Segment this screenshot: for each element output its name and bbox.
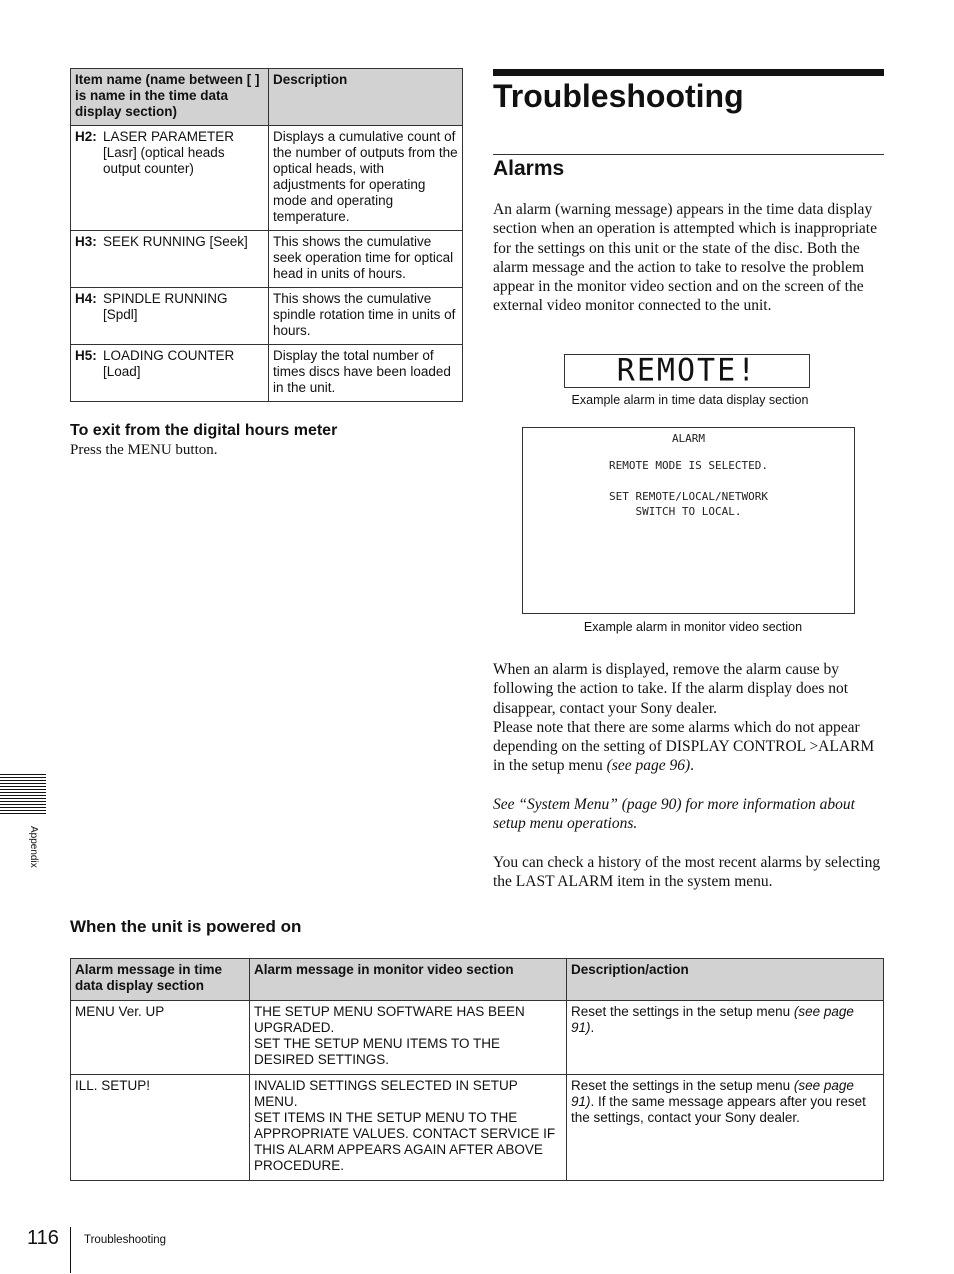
title-bar [493, 69, 884, 76]
action-paragraph: When an alarm is displayed, remove the alarm cause by following the action to take. If the alarm display does not disappear, contact your Sony dealer. Please note that there are some alarms which do not appear depending on the setting of DISPLAY CONTROL >ALARM in the setup menu (see page 96). [493, 661, 875, 775]
caption-time-data: Example alarm in time data display section [571, 393, 809, 407]
item-name: LASER PARAMETER [Lasr] (optical heads output counter) [103, 129, 235, 176]
alarm-time-message: MENU Ver. UP [71, 1001, 250, 1075]
item-name: SPINDLE RUNNING [Spdl] [103, 291, 228, 322]
table-header-row [71, 959, 884, 1001]
alarm-monitor-message: THE SETUP MENU SOFTWARE HAS BEEN UPGRADED. SET THE SETUP MENU ITEMS TO THE DESIRED SETTINGS. [250, 1001, 567, 1075]
table-header-row [71, 69, 463, 126]
section-tab-marker [0, 774, 46, 816]
exit-text: Press the MENU button. [70, 442, 218, 458]
page-reference: (see page 96) [606, 757, 691, 775]
header-action: Description/action [567, 959, 884, 1001]
alarm-monitor-message: INVALID SETTINGS SELECTED IN SETUP MENU. SET ITEMS IN THE SETUP MENU TO THE APPROPRIATE VALUES. CONTACT SERVICE IF THIS ALARM APPEARS AGAIN AFTER ABOVE PROCEDURE. [250, 1075, 567, 1181]
item-code: H2: [75, 129, 97, 144]
item-code: H4: [75, 291, 97, 306]
last-alarm-paragraph: You can check a history of the most recent alarms by selecting the LAST ALARM item in the system menu. [493, 854, 881, 891]
item-description: Display the total number of times discs have been loaded in the unit. [269, 345, 463, 402]
alarm-action: Reset the settings in the setup menu (see page 91). [567, 1001, 884, 1075]
system-menu-note: See “System Menu” (page 90) for more information about setup menu operations. [493, 796, 855, 833]
item-code: H3: [75, 234, 97, 249]
item-name: LOADING COUNTER [Load] [103, 348, 235, 379]
item-code: H5: [75, 348, 97, 363]
note-text: Please note that there are some alarms which do not appear depending on the setting of DISPLAY CONTROL >ALARM in the setup menu [493, 718, 875, 775]
monitor-video-example [522, 427, 855, 614]
alarm-action: Reset the settings in the setup menu (see page 91). If the same message appears after you reset the settings, contact your Sony dealer. [567, 1075, 884, 1181]
remote-alarm-text: REMOTE! [616, 352, 758, 389]
header-description: Description [269, 69, 463, 126]
section-divider [493, 154, 884, 155]
monitor-line: SET REMOTE/LOCAL/NETWORK [609, 490, 768, 503]
header-time-data: Alarm message in time data display section [71, 959, 250, 1001]
table-row [71, 126, 463, 231]
monitor-line: ALARM [671, 432, 706, 445]
header-item-name: Item name (name between [ ] is name in the time data display section) [71, 69, 269, 126]
item-name: SEEK RUNNING [Seek] [103, 234, 248, 249]
table-row [71, 1001, 884, 1075]
table-row [71, 231, 463, 288]
alarm-time-message: ILL. SETUP! [71, 1075, 250, 1181]
intro-paragraph: An alarm (warning message) appears in the time data display section when an operation is attempted which is inappropriate for the settings on this unit or the state of the disc. Both the alarm message and the action to take to resolve the problem appear in the monitor video section and on the screen of the external video monitor connected to the unit. [493, 201, 877, 315]
header-monitor: Alarm message in monitor video section [250, 959, 567, 1001]
exit-heading: To exit from the digital hours meter [70, 422, 338, 439]
monitor-line: SWITCH TO LOCAL. [635, 505, 742, 518]
action-text: When an alarm is displayed, remove the alarm cause by following the action to take. If the alarm display does not disappear, contact your Sony dealer. [493, 661, 849, 717]
monitor-line: REMOTE MODE IS SELECTED. [609, 459, 768, 472]
caption-monitor: Example alarm in monitor video section [583, 620, 803, 634]
item-description: This shows the cumulative seek operation time for optical head in units of hours. [269, 231, 463, 288]
footer-section-label: Troubleshooting [84, 1234, 167, 1246]
item-description: Displays a cumulative count of the number of outputs from the optical heads, with adjustments for operating mode and operating temperature. [269, 126, 463, 231]
hours-meter-table [70, 68, 463, 402]
table-row [71, 345, 463, 402]
section-title: Alarms [493, 157, 565, 180]
page-title: Troubleshooting [493, 78, 744, 114]
page-number: 116 [27, 1227, 59, 1249]
alarm-table [70, 958, 884, 1181]
side-tab-label: Appendix [28, 826, 39, 868]
powered-on-heading: When the unit is powered on [70, 917, 302, 936]
footer-divider [70, 1227, 71, 1273]
table-row [71, 288, 463, 345]
table-row [71, 1075, 884, 1181]
item-description: This shows the cumulative spindle rotation time in units of hours. [269, 288, 463, 345]
time-data-display-example [564, 354, 810, 388]
